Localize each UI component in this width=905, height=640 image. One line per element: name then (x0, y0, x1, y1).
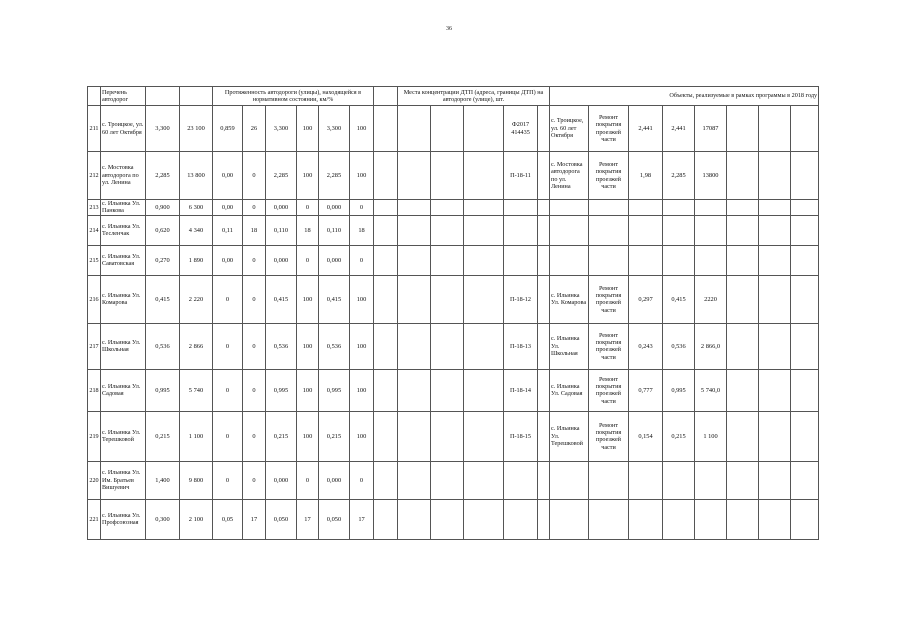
empty-cell (727, 200, 759, 216)
road-name: с. Ильинка Ул. Саватовская (101, 245, 146, 275)
object-place: с. Троицкое, ул. 60 лет Октября (550, 106, 589, 152)
work-value-2 (663, 461, 695, 499)
length-km: 1,400 (146, 461, 180, 499)
empty-cell (431, 323, 464, 369)
normative-after-pct: 100 (297, 369, 319, 411)
road-name: с. Ильинка Ул. Профсоюзная (101, 499, 146, 539)
empty-cell (538, 461, 550, 499)
work-type (589, 461, 629, 499)
row-number: 219 (88, 411, 101, 461)
work-type: Ремонт покрытия проезжей части (589, 152, 629, 200)
area-m2: 1 100 (180, 411, 213, 461)
work-value-2: 0,215 (663, 411, 695, 461)
road-name: с. Ильинка Ул. Комарова (101, 275, 146, 323)
normative-target-km: 0,000 (319, 245, 350, 275)
empty-cell (791, 106, 819, 152)
normative-before-pct: 0 (243, 200, 266, 216)
empty-cell (398, 152, 431, 200)
table-row (88, 200, 819, 216)
work-value-2: 2,285 (663, 152, 695, 200)
table-row (88, 499, 819, 539)
work-value-3: 1 100 (695, 411, 727, 461)
normative-before-pct: 0 (243, 461, 266, 499)
empty-cell (464, 499, 504, 539)
empty-cell (374, 200, 398, 216)
row-number: 216 (88, 275, 101, 323)
object-code (504, 245, 538, 275)
table-row (88, 275, 819, 323)
empty-cell (727, 461, 759, 499)
empty-cell (727, 323, 759, 369)
normative-target-km: 0,050 (319, 499, 350, 539)
length-km: 2,285 (146, 152, 180, 200)
object-place: с. Ильинка Ул. Терешковой (550, 411, 589, 461)
empty-cell (464, 200, 504, 216)
empty-cell (431, 215, 464, 245)
empty-cell (759, 275, 791, 323)
table-row (88, 106, 819, 152)
normative-before-pct: 0 (243, 245, 266, 275)
work-value-1 (629, 245, 663, 275)
header-blank (146, 87, 180, 106)
area-m2: 9 800 (180, 461, 213, 499)
object-code: П-18-14 (504, 369, 538, 411)
empty-cell (464, 275, 504, 323)
object-code (504, 215, 538, 245)
empty-cell (464, 245, 504, 275)
normative-target-pct: 100 (350, 275, 374, 323)
normative-before-pct: 26 (243, 106, 266, 152)
empty-cell (791, 461, 819, 499)
normative-before-pct: 18 (243, 215, 266, 245)
table-row (88, 215, 819, 245)
normative-before-km: 0,859 (213, 106, 243, 152)
normative-after-pct: 100 (297, 106, 319, 152)
length-km: 0,300 (146, 499, 180, 539)
object-place (550, 499, 589, 539)
empty-cell (759, 106, 791, 152)
work-type (589, 499, 629, 539)
row-number: 212 (88, 152, 101, 200)
row-number: 215 (88, 245, 101, 275)
empty-cell (727, 152, 759, 200)
empty-cell (374, 323, 398, 369)
length-km: 0,215 (146, 411, 180, 461)
empty-cell (727, 369, 759, 411)
work-value-2: 0,995 (663, 369, 695, 411)
road-name: с. Ильинка Ул. Панкова (101, 200, 146, 216)
empty-cell (538, 152, 550, 200)
normative-after-km: 0,000 (266, 461, 297, 499)
normative-target-pct: 100 (350, 106, 374, 152)
normative-after-km: 3,300 (266, 106, 297, 152)
table-row (88, 461, 819, 499)
empty-cell (464, 369, 504, 411)
empty-cell (464, 323, 504, 369)
normative-target-pct: 0 (350, 461, 374, 499)
normative-before-km: 0,00 (213, 245, 243, 275)
area-m2: 2 100 (180, 499, 213, 539)
empty-cell (464, 411, 504, 461)
empty-cell (759, 245, 791, 275)
normative-target-km: 0,110 (319, 215, 350, 245)
work-value-3: 2 866,0 (695, 323, 727, 369)
empty-cell (398, 245, 431, 275)
empty-cell (431, 106, 464, 152)
empty-cell (374, 369, 398, 411)
empty-cell (464, 106, 504, 152)
work-value-1 (629, 499, 663, 539)
empty-cell (431, 275, 464, 323)
work-value-3 (695, 200, 727, 216)
header-row (88, 87, 819, 106)
normative-target-km: 0,000 (319, 200, 350, 216)
normative-target-km: 0,536 (319, 323, 350, 369)
work-value-1: 1,98 (629, 152, 663, 200)
work-type (589, 245, 629, 275)
normative-target-pct: 100 (350, 369, 374, 411)
work-value-1 (629, 461, 663, 499)
empty-cell (431, 200, 464, 216)
length-km: 3,300 (146, 106, 180, 152)
empty-cell (727, 106, 759, 152)
normative-target-pct: 0 (350, 200, 374, 216)
road-name: с. Мостовка автодорога по ул. Ленина (101, 152, 146, 200)
empty-cell (398, 200, 431, 216)
empty-cell (464, 152, 504, 200)
empty-cell (464, 461, 504, 499)
empty-cell (759, 461, 791, 499)
empty-cell (759, 369, 791, 411)
normative-after-pct: 100 (297, 275, 319, 323)
empty-cell (374, 275, 398, 323)
row-number: 218 (88, 369, 101, 411)
work-value-3: 5 740,0 (695, 369, 727, 411)
object-place (550, 215, 589, 245)
row-number: 220 (88, 461, 101, 499)
empty-cell (374, 411, 398, 461)
empty-cell (374, 461, 398, 499)
work-type: Ремонт покрытия проезжей части (589, 411, 629, 461)
road-name: с. Троицкое, ул. 60 лет Октября (101, 106, 146, 152)
row-number: 221 (88, 499, 101, 539)
empty-cell (791, 152, 819, 200)
empty-cell (431, 245, 464, 275)
work-value-3 (695, 215, 727, 245)
normative-after-km: 0,000 (266, 245, 297, 275)
normative-target-km: 3,300 (319, 106, 350, 152)
normative-before-km: 0 (213, 275, 243, 323)
empty-cell (759, 200, 791, 216)
empty-cell (538, 106, 550, 152)
work-value-3: 13800 (695, 152, 727, 200)
empty-cell (538, 323, 550, 369)
empty-cell (398, 275, 431, 323)
normative-before-pct: 0 (243, 411, 266, 461)
empty-cell (431, 461, 464, 499)
empty-cell (791, 323, 819, 369)
row-number: 213 (88, 200, 101, 216)
normative-after-pct: 100 (297, 411, 319, 461)
row-number: 211 (88, 106, 101, 152)
empty-cell (791, 215, 819, 245)
normative-before-km: 0 (213, 369, 243, 411)
normative-target-pct: 100 (350, 411, 374, 461)
road-name: с. Ильинка Ул. Им. Братьев Вишуевич (101, 461, 146, 499)
empty-cell (727, 215, 759, 245)
length-km: 0,620 (146, 215, 180, 245)
normative-target-pct: 0 (350, 245, 374, 275)
normative-after-km: 0,000 (266, 200, 297, 216)
work-value-3 (695, 499, 727, 539)
empty-cell (538, 411, 550, 461)
area-m2: 5 740 (180, 369, 213, 411)
empty-cell (374, 499, 398, 539)
header-blank (374, 87, 398, 106)
object-code: П-18-15 (504, 411, 538, 461)
empty-cell (431, 499, 464, 539)
object-place: с. Ильинка Ул. Комарова (550, 275, 589, 323)
area-m2: 4 340 (180, 215, 213, 245)
normative-after-pct: 17 (297, 499, 319, 539)
object-place (550, 200, 589, 216)
header-blank (88, 87, 101, 106)
normative-after-pct: 100 (297, 323, 319, 369)
road-name: с. Ильинка Ул. Терешковой (101, 411, 146, 461)
empty-cell (759, 411, 791, 461)
normative-after-km: 0,536 (266, 323, 297, 369)
header-length: Протяженность автодороги (улицы), находящейся в нормативном состоянии, км/% (213, 87, 374, 106)
empty-cell (398, 461, 431, 499)
normative-target-km: 0,995 (319, 369, 350, 411)
empty-cell (759, 215, 791, 245)
object-code: П-18-13 (504, 323, 538, 369)
empty-cell (431, 152, 464, 200)
area-m2: 23 100 (180, 106, 213, 152)
empty-cell (398, 106, 431, 152)
normative-before-km: 0 (213, 411, 243, 461)
empty-cell (727, 499, 759, 539)
page-number: 36 (446, 26, 452, 32)
work-value-2: 0,536 (663, 323, 695, 369)
normative-after-km: 0,110 (266, 215, 297, 245)
normative-before-pct: 0 (243, 323, 266, 369)
work-value-2: 2,441 (663, 106, 695, 152)
normative-after-km: 0,215 (266, 411, 297, 461)
normative-after-pct: 0 (297, 461, 319, 499)
work-type: Ремонт покрытия проезжей части (589, 275, 629, 323)
empty-cell (791, 499, 819, 539)
work-type (589, 200, 629, 216)
header-blank (180, 87, 213, 106)
table-row (88, 152, 819, 200)
work-value-3: 2220 (695, 275, 727, 323)
work-type: Ремонт покрытия проезжей части (589, 369, 629, 411)
empty-cell (791, 200, 819, 216)
empty-cell (727, 275, 759, 323)
work-value-1 (629, 215, 663, 245)
work-value-3: 17087 (695, 106, 727, 152)
normative-target-pct: 100 (350, 152, 374, 200)
normative-before-pct: 0 (243, 152, 266, 200)
normative-before-km: 0,05 (213, 499, 243, 539)
work-value-2 (663, 215, 695, 245)
empty-cell (464, 215, 504, 245)
object-code (504, 461, 538, 499)
row-number: 214 (88, 215, 101, 245)
area-m2: 6 300 (180, 200, 213, 216)
work-value-3 (695, 245, 727, 275)
road-name: с. Ильинка Ул. Тесленчак (101, 215, 146, 245)
normative-after-km: 0,050 (266, 499, 297, 539)
table-row (88, 323, 819, 369)
empty-cell (538, 369, 550, 411)
object-place: с. Мостовка автодорога по ул. Ленина (550, 152, 589, 200)
empty-cell (727, 411, 759, 461)
empty-cell (431, 411, 464, 461)
length-km: 0,270 (146, 245, 180, 275)
normative-target-km: 0,000 (319, 461, 350, 499)
normative-target-km: 0,215 (319, 411, 350, 461)
length-km: 0,900 (146, 200, 180, 216)
header-list: Перечень автодорог (101, 87, 146, 106)
empty-cell (759, 499, 791, 539)
header-dtp: Места концентрации ДТП (адреса, границы ДТП) на автодороге (улице), шт. (398, 87, 550, 106)
empty-cell (538, 200, 550, 216)
normative-target-pct: 17 (350, 499, 374, 539)
roads-table (87, 86, 819, 540)
object-code (504, 200, 538, 216)
empty-cell (374, 106, 398, 152)
header-objects: Объекты, реализуемые в рамках программы в 2018 году (550, 87, 819, 106)
work-type: Ремонт покрытия проезжей части (589, 323, 629, 369)
empty-cell (791, 411, 819, 461)
normative-after-pct: 0 (297, 200, 319, 216)
empty-cell (791, 275, 819, 323)
normative-before-km: 0 (213, 461, 243, 499)
object-place (550, 245, 589, 275)
normative-before-km: 0,00 (213, 200, 243, 216)
normative-before-km: 0 (213, 323, 243, 369)
work-value-2 (663, 200, 695, 216)
empty-cell (538, 275, 550, 323)
empty-cell (759, 152, 791, 200)
empty-cell (431, 369, 464, 411)
normative-before-km: 0,00 (213, 152, 243, 200)
empty-cell (374, 152, 398, 200)
work-value-2: 0,415 (663, 275, 695, 323)
empty-cell (398, 323, 431, 369)
work-value-3 (695, 461, 727, 499)
area-m2: 2 220 (180, 275, 213, 323)
object-code (504, 499, 538, 539)
normative-target-pct: 18 (350, 215, 374, 245)
normative-before-pct: 17 (243, 499, 266, 539)
empty-cell (374, 215, 398, 245)
empty-cell (727, 245, 759, 275)
normative-before-km: 0,11 (213, 215, 243, 245)
table-row (88, 245, 819, 275)
normative-after-pct: 0 (297, 245, 319, 275)
work-value-2 (663, 499, 695, 539)
object-code: П-18-11 (504, 152, 538, 200)
length-km: 0,995 (146, 369, 180, 411)
table-row (88, 369, 819, 411)
area-m2: 1 890 (180, 245, 213, 275)
length-km: 0,536 (146, 323, 180, 369)
row-number: 217 (88, 323, 101, 369)
normative-after-km: 2,285 (266, 152, 297, 200)
road-name: с. Ильинка Ул. Садовая (101, 369, 146, 411)
work-value-1 (629, 200, 663, 216)
road-name: с. Ильинка Ул. Школьная (101, 323, 146, 369)
object-place: с. Ильинка Ул. Садовая (550, 369, 589, 411)
empty-cell (538, 499, 550, 539)
empty-cell (374, 245, 398, 275)
work-value-1: 0,777 (629, 369, 663, 411)
work-value-2 (663, 245, 695, 275)
work-type: Ремонт покрытия проезжей части (589, 106, 629, 152)
length-km: 0,415 (146, 275, 180, 323)
empty-cell (791, 369, 819, 411)
work-type (589, 215, 629, 245)
work-value-1: 0,297 (629, 275, 663, 323)
table-row (88, 411, 819, 461)
work-value-1: 0,154 (629, 411, 663, 461)
normative-after-km: 0,995 (266, 369, 297, 411)
object-code: П-18-12 (504, 275, 538, 323)
empty-cell (398, 411, 431, 461)
normative-after-pct: 100 (297, 152, 319, 200)
area-m2: 2 866 (180, 323, 213, 369)
object-place (550, 461, 589, 499)
empty-cell (791, 245, 819, 275)
normative-after-km: 0,415 (266, 275, 297, 323)
empty-cell (759, 323, 791, 369)
empty-cell (398, 215, 431, 245)
normative-target-pct: 100 (350, 323, 374, 369)
normative-target-km: 0,415 (319, 275, 350, 323)
object-place: с. Ильинка Ул. Школьная (550, 323, 589, 369)
normative-before-pct: 0 (243, 275, 266, 323)
empty-cell (538, 245, 550, 275)
work-value-1: 2,441 (629, 106, 663, 152)
empty-cell (398, 369, 431, 411)
normative-target-km: 2,285 (319, 152, 350, 200)
normative-before-pct: 0 (243, 369, 266, 411)
empty-cell (538, 215, 550, 245)
normative-after-pct: 18 (297, 215, 319, 245)
work-value-1: 0,243 (629, 323, 663, 369)
area-m2: 13 800 (180, 152, 213, 200)
empty-cell (398, 499, 431, 539)
object-code: Ф2017 414435 (504, 106, 538, 152)
